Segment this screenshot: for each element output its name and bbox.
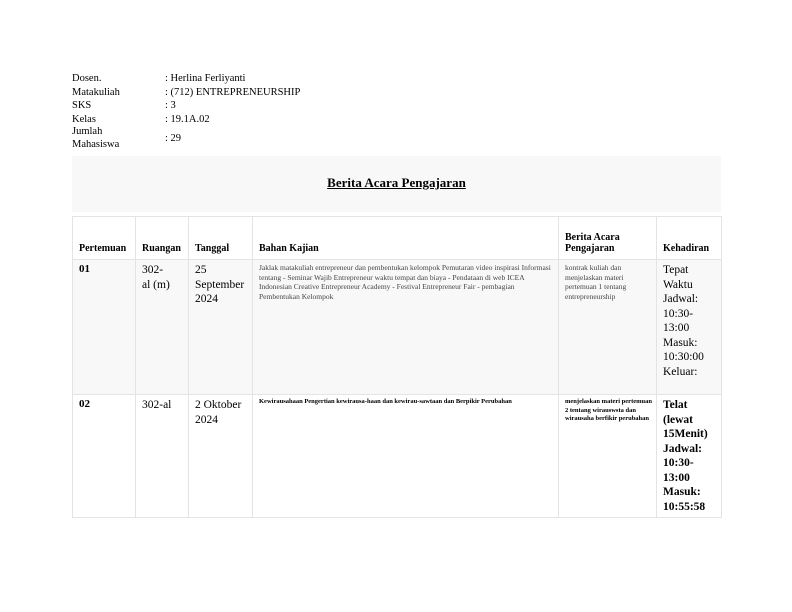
- cell-kehadiran: Telat (lewat 15Menit) Jadwal: 10:30- 13:00 Masuk: 10:55:58: [657, 395, 722, 518]
- table-row: [73, 260, 722, 395]
- cell-kehadiran: Tepat Waktu Jadwal: 10:30- 13:00 Masuk: 10:30:00 Keluar:: [657, 260, 722, 395]
- info-value: : 29: [165, 132, 182, 144]
- cell-tanggal: 2 Oktober 2024: [189, 395, 253, 518]
- header-bahan-kajian: Bahan Kajian: [253, 217, 559, 260]
- table-header-row: [73, 217, 722, 260]
- info-value: : 3: [165, 100, 176, 111]
- cell-berita-acara: kontrak kuliah dan menjelaskan materi pertemuan 1 tentang entrepreneurship: [559, 260, 657, 395]
- cell-bahan-kajian: Kewirausahaan Pengertian kewirausa-haan dan kewirau-sawtaan dan Berpikir Perubahan: [253, 395, 559, 518]
- info-label: Matakuliah: [72, 86, 120, 98]
- header-berita-acara: Berita Acara Pengajaran: [559, 217, 657, 260]
- info-value: : Herlina Ferliyanti: [165, 73, 246, 84]
- info-value: : (712) ENTREPRENEURSHIP: [165, 86, 301, 98]
- cell-ruangan: 302- al (m): [136, 260, 189, 395]
- info-label: Jumlah Mahasiswa: [72, 126, 120, 150]
- header-tanggal: Tanggal: [189, 217, 253, 260]
- cell-tanggal: 25 September 2024: [189, 260, 253, 395]
- info-label: Dosen.: [72, 73, 102, 84]
- info-value: : 19.1A.02: [165, 113, 210, 125]
- cell-pertemuan: 02: [73, 395, 136, 518]
- table-row: [73, 395, 722, 518]
- info-label: SKS: [72, 100, 92, 111]
- info-row-matakuliah: [72, 86, 300, 100]
- header-kehadiran: Kehadiran: [657, 217, 722, 260]
- header-pertemuan: Pertemuan: [73, 217, 136, 260]
- info-row-jumlah-mahasiswa: [72, 126, 300, 151]
- bap-table: [72, 216, 722, 518]
- cell-berita-acara: menjelaskan materi pertemuan 2 tentang wirauswsta dan wirausaha berfikir perubahan: [559, 395, 657, 518]
- cell-pertemuan: 01: [73, 260, 136, 395]
- info-row-dosen: [72, 72, 300, 86]
- page-title: Berita Acara Pengajaran: [327, 175, 466, 190]
- cell-ruangan: 302-al: [136, 395, 189, 518]
- header-ruangan: Ruangan: [136, 217, 189, 260]
- info-row-kelas: [72, 113, 300, 127]
- cell-bahan-kajian: Jaklak matakuliah entrepreneur dan pembentukan kelompok Pemutaran video inspirasi Informasi tentang - Seminar Wajib Entrepreneur waktu tempat dan biaya - Pendataan di web ICEA Indonesian Creative Entrepreneur Academy - Festival Entrepreneur Fair - pembagian Pembentukan Kelompok: [253, 260, 559, 395]
- title-box: [72, 156, 721, 212]
- course-info: [72, 72, 300, 151]
- info-label: Kelas: [72, 113, 96, 125]
- info-row-sks: [72, 99, 300, 113]
